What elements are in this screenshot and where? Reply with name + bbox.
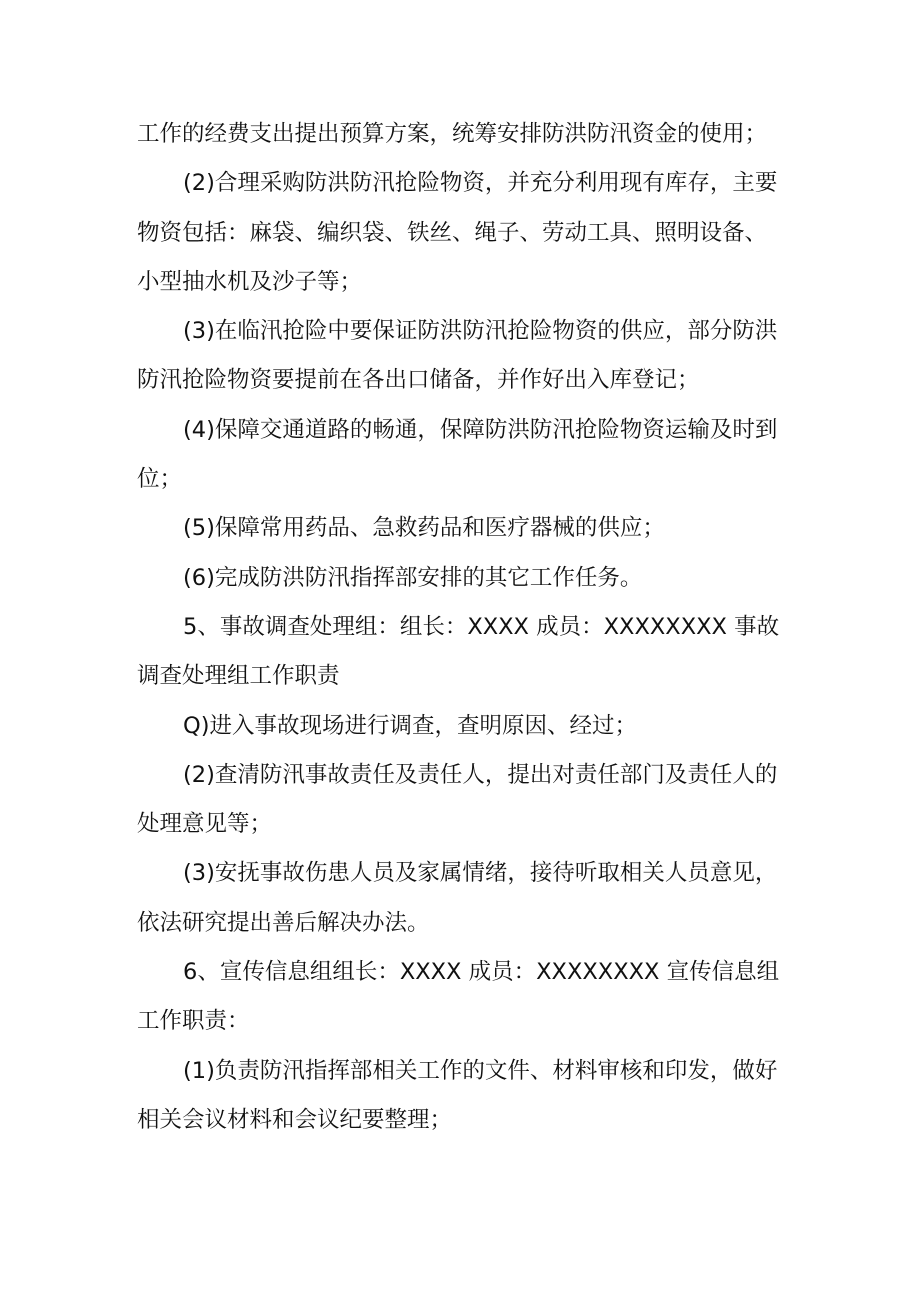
document-body (137, 110, 787, 1145)
paragraph-section-6-publicity-group (137, 948, 787, 1047)
text-line: (4)保障交通道路的畅通，保障防洪防汛抢险物资运输及时到 (183, 416, 778, 443)
text-line: 相关会议材料和会议纪要整理； (137, 1106, 453, 1133)
text-line: 物资包括：麻袋、编织袋、铁丝、绳子、劳动工具、照明设备、 (137, 219, 768, 246)
paragraph-item-4-traffic (137, 406, 787, 505)
paragraph-budget-continuation (137, 110, 787, 159)
text-line: (3)安抚事故伤患人员及家属情绪，接待听取相关人员意见， (183, 860, 778, 887)
text-line: 防汛抢险物资要提前在各出口储备，并作好出入库登记； (137, 367, 700, 394)
paragraph-investigation-item-2 (137, 751, 787, 850)
paragraph-item-5-medicine (137, 504, 787, 553)
text-line: 小型抽水机及沙子等； (137, 268, 363, 295)
text-line: (2)合理采购防洪防汛抢险物资，并充分利用现有库存，主要 (183, 170, 778, 197)
text-line: (5)保障常用药品、急救药品和医疗器械的供应； (183, 515, 665, 542)
text-line: 工作的经费支出提出预算方案，统筹安排防洪防汛资金的使用； (137, 121, 768, 147)
text-line: 位； (137, 466, 183, 493)
paragraph-publicity-item-1 (137, 1047, 787, 1146)
text-line: 处理意见等； (137, 811, 273, 838)
paragraph-investigation-item-3 (137, 849, 787, 948)
text-line: 5、事故调查处理组：组长：XXXX 成员：XXXXXXXX 事故 (183, 613, 780, 640)
text-line: 调查处理组工作职责 (137, 663, 340, 690)
paragraph-investigation-item-1 (137, 702, 787, 751)
paragraph-item-2-materials (137, 159, 787, 307)
text-line: (3)在临汛抢险中要保证防洪防汛抢险物资的供应，部分防洪 (183, 318, 778, 345)
text-line: (2)查清防汛事故责任及责任人，提出对责任部门及责任人的 (183, 761, 778, 788)
paragraph-item-3-supply (137, 307, 787, 406)
text-line: (1)负责防汛指挥部相关工作的文件、材料审核和印发，做好 (183, 1057, 778, 1084)
paragraph-section-5-investigation-group (137, 603, 787, 702)
text-line: 6、宣传信息组组长：XXXX 成员：XXXXXXXX 宣传信息组 (183, 959, 780, 986)
text-line: 工作职责： (137, 1008, 250, 1035)
paragraph-item-6-other-tasks (137, 554, 787, 603)
text-line: 依法研究提出善后解决办法。 (137, 909, 430, 936)
text-line: (6)完成防洪防汛指挥部安排的其它工作任务。 (183, 564, 643, 591)
text-line: Q)进入事故现场进行调查，查明原因、经过； (183, 712, 637, 739)
